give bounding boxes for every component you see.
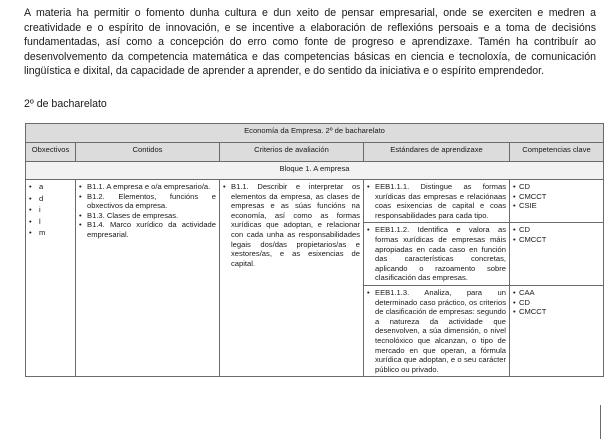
list-item: • CMCCT (513, 235, 600, 245)
list-item: • d (29, 194, 72, 204)
list-item: • a (29, 182, 72, 192)
table-title: Economía da Empresa. 2º de bacharelato (26, 124, 604, 143)
list-item: • l (29, 217, 72, 227)
list-item: • m (29, 228, 72, 238)
list-item: • B1.1. A empresa e o/a empresario/a. (79, 182, 216, 192)
list-item: • i (29, 205, 72, 215)
list-item: • CD (513, 298, 600, 308)
standard-cell (364, 285, 510, 376)
criteria-list (223, 182, 360, 268)
table-row (26, 180, 604, 223)
competences-list (513, 225, 600, 244)
curriculum-table (25, 123, 604, 377)
block-title: Bloque 1. A empresa (26, 162, 604, 180)
standard-cell (364, 180, 510, 223)
column-header-criteria: Criterios de avaliación (220, 143, 364, 162)
intro-paragraph: A materia ha permitir o fomento dunha cultura e dun xeito de pensar empresarial, onde se exerciten e medren a creatividade e o espírito de innovación, e se incentive a elaboración de reflexións persoais e a toma de decisións fundamentadas, así como a concepción do erro como fonte de progreso e aprendizaxe. Tamén ha contribuír ao desenvolvemento da competencia matemática e das competencias básicas en ciencia e tecnoloxía, de comunicación lingüística e dixital, da capacidade de aprender a aprender, e do sentido da iniciativa e o espírito emprendedor. (24, 7, 596, 78)
list-item: • CD (513, 225, 600, 235)
competences-list (513, 288, 600, 317)
column-header-contents: Contidos (76, 143, 220, 162)
section-title: 2º de bacharelato (24, 98, 107, 110)
list-item: • CD (513, 182, 600, 192)
competences-cell (510, 223, 604, 286)
criteria-cell (220, 180, 364, 377)
objectives-cell (26, 180, 76, 377)
list-item: • B1.2. Elementos, funcións e obxectivos da empresa. (79, 192, 216, 211)
competences-cell (510, 285, 604, 376)
column-header-standards: Estándares de aprendizaxe (364, 143, 510, 162)
column-header-objectives: Obxectivos (26, 143, 76, 162)
column-header-competences: Competencias clave (510, 143, 604, 162)
list-item: • B1.3. Clases de empresas. (79, 211, 216, 221)
objectives-list (29, 182, 72, 238)
standard-cell (364, 223, 510, 286)
contents-list (79, 182, 216, 240)
list-item: • B1.1. Describir e interpretar os elementos da empresa, as clases de empresas e as súas funcións na economía, así como as formas xurídicas que adoptan, e relacionar con cada unha as responsabilidades legais dos/das propietarios/as e xestores/as, e as esixencias de capital. (223, 182, 360, 268)
competences-list (513, 182, 600, 211)
list-item: • CMCCT (513, 192, 600, 202)
list-item: • CAA (513, 288, 600, 298)
list-item: • CSIE (513, 201, 600, 211)
competences-cell (510, 180, 604, 223)
list-item: • B1.4. Marco xurídico da actividade empresarial. (79, 220, 216, 239)
standard-text: • EEB1.1.1. Distingue as formas xurídicas das empresas e relaciónaas coas esixencias de capital e coas responsabilidades para cada tipo. (367, 182, 506, 220)
standard-text: • EEB1.1.2. Identifica e valora as formas xurídicas de empresas máis apropiadas en cada caso en función das características concretas, aplicando o razoamento sobre clasificación das empresas. (367, 225, 506, 283)
list-item: • CMCCT (513, 307, 600, 317)
table-continuation-line (600, 405, 601, 439)
standard-text: • EEB1.1.3. Analiza, para un determinado caso práctico, os criterios de clasificación de empresas: segundo a natureza da actividade que desenvolven, a súa dimensión, o nivel tecnolóxico que alcanzan, o tipo de mercado en que operan, a fórmula xurídica que adoptan, e o seu carácter público ou privado. (367, 288, 506, 374)
contents-cell (76, 180, 220, 377)
